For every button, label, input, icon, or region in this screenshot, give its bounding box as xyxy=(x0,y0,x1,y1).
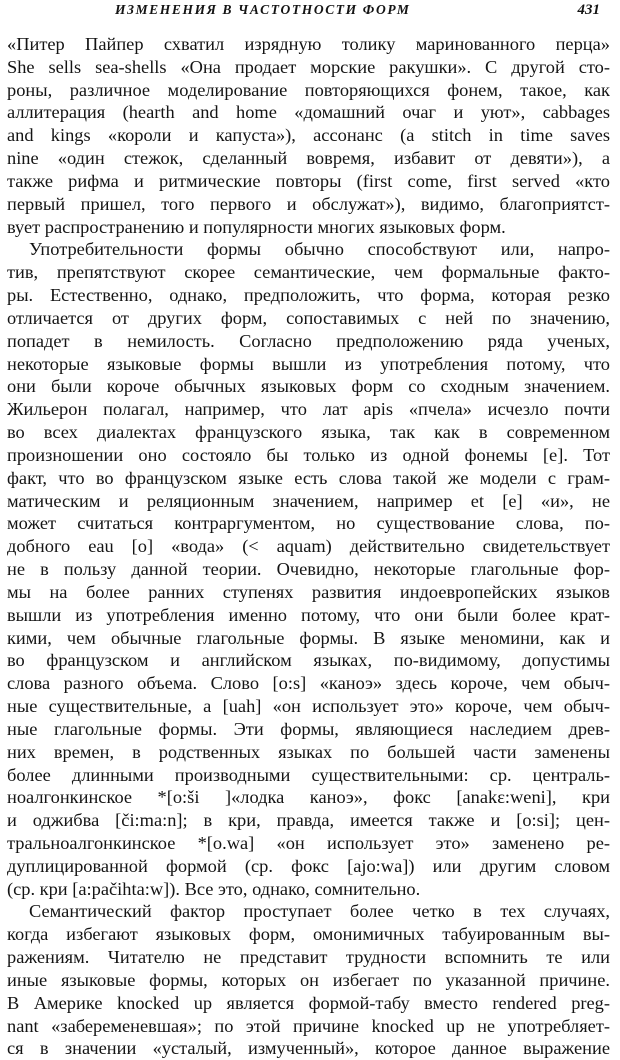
text-line: они были короче обычных языковых форм со сходным значением. xyxy=(7,376,610,397)
text-line: отличается от других форм, сопоставимых с ней по значению, xyxy=(7,307,610,328)
text-line: более длинными производными существительными: ср. централь- xyxy=(7,764,610,785)
text-line: иные языковые формы, которых он избегает по указанной причине. xyxy=(7,969,610,990)
text-line: некоторые языковые формы вышли из употребления потому, что xyxy=(7,353,610,374)
text-line: произношении оно состояло бы только из одной фонемы [e]. Тот xyxy=(7,444,610,465)
text-line: (ср. кри [a:pačihta:w]). Все это, однако, сомнительно. xyxy=(7,878,421,899)
text-line: and kings «короли и капуста»), ассонанс (a stitch in time saves xyxy=(7,125,610,146)
text-line: во всех диалектах французского языка, так как в современном xyxy=(7,422,610,443)
page-header xyxy=(0,2,620,24)
text-line: тральноалгонкинское *[o.wa] «он использует это» заменено ре- xyxy=(7,832,610,853)
text-line: может считаться контраргументом, но существование слова, по- xyxy=(7,513,610,534)
text-line: nine «один стежок, сделанный вовремя, избавит от девяти»), а xyxy=(7,148,610,169)
text-line: аллитерация (hearth and home «домашний очаг и уют», cabbages xyxy=(7,102,610,123)
text-line: них времен, в родственных языках по большей части заменены xyxy=(7,741,610,762)
text-line: ся в значении «усталый, измученный», которое данное выражение xyxy=(7,1038,610,1059)
text-line: во французском и английском языках, по-видимому, допустимы xyxy=(7,650,610,671)
text-line: ры. Естественно, однако, предположить, что форма, которая резко xyxy=(7,285,610,306)
text-line: ные существительные, а [uah] «он использует это» короче, чем обыч- xyxy=(7,696,610,717)
page-number: 431 xyxy=(577,2,600,18)
text-line: матическим и реляционным значением, например et [e] «и», не xyxy=(7,490,610,511)
body-text xyxy=(7,33,610,1060)
text-line: роны, различное моделирование повторяющихся фонем, такое, как xyxy=(7,79,610,100)
text-line: когда избегают языковых форм, омонимичных табуированным вы- xyxy=(7,924,610,945)
text-line: первый пришел, того первого и обслужат»), видимо, благоприятст- xyxy=(7,193,610,214)
text-line: мы на более ранних ступенях развития индоевропейских языков xyxy=(7,581,610,602)
text-line: ноалгонкинское *[o:ši ]«лодка каноэ», фокс [anakε:weni], кри xyxy=(7,787,610,808)
text-line: и оджибва [či:ma:n]; в кри, правда, имеется также и [o:si]; цен- xyxy=(7,810,610,831)
text-line: Жильерон полагал, например, что лат apis «пчела» исчезло почти xyxy=(7,399,610,420)
text-line: слова разного объема. Слово [o:s] «каноэ» здесь короче, чем обыч- xyxy=(7,673,610,694)
text-line: дуплицированной формой (ср. фокс [ajo:wa]) или другим словом xyxy=(7,855,610,876)
text-line: В Америке knocked up является формой-табу вместо rendered preg- xyxy=(7,992,610,1013)
text-line: кими, чем обычные глагольные формы. В языке меномини, как и xyxy=(7,627,610,648)
text-line: She sells sea-shells «Она продает морские ракушки». С другой сто- xyxy=(7,56,610,77)
running-title: ИЗМЕНЕНИЯ В ЧАСТОТНОСТИ ФОРМ xyxy=(115,2,411,17)
text-line: ные глагольные формы. Эти формы, являющиеся наследием древ- xyxy=(7,718,610,739)
text-line: также рифма и ритмические повторы (first come, first served «кто xyxy=(7,170,610,191)
text-line: тив, препятствуют скорее семантические, чем формальные факто- xyxy=(7,262,610,283)
text-line: вышли из употребления именно потому, что они были более крат- xyxy=(7,604,610,625)
paragraph-first-line: Семантический фактор проступает более четко в тех случаях, xyxy=(29,901,610,922)
text-line: факт, что во французском языке есть слова такой же модели с грам- xyxy=(7,467,610,488)
text-line: ражениям. Читателю не представит трудности вспомнить те или xyxy=(7,947,610,968)
paragraph-first-line: Употребительности формы обычно способствуют или, напро- xyxy=(29,239,610,260)
text-line: не в пользу данной теории. Очевидно, некоторые глагольные фор- xyxy=(7,559,610,580)
text-line: вует распространению и популярности многих языковых форм. xyxy=(7,216,506,237)
text-line: «Питер Пайпер схватил изрядную толику маринованного перца» xyxy=(7,34,610,54)
text-line: nant «забеременевшая»; по этой причине knocked up не употребляет- xyxy=(7,1015,610,1036)
text-line: попадет в немилость. Согласно предположению ряда ученых, xyxy=(7,330,610,351)
text-line: добного eau [o] «вода» (< aquam) действительно свидетельствует xyxy=(7,536,610,557)
